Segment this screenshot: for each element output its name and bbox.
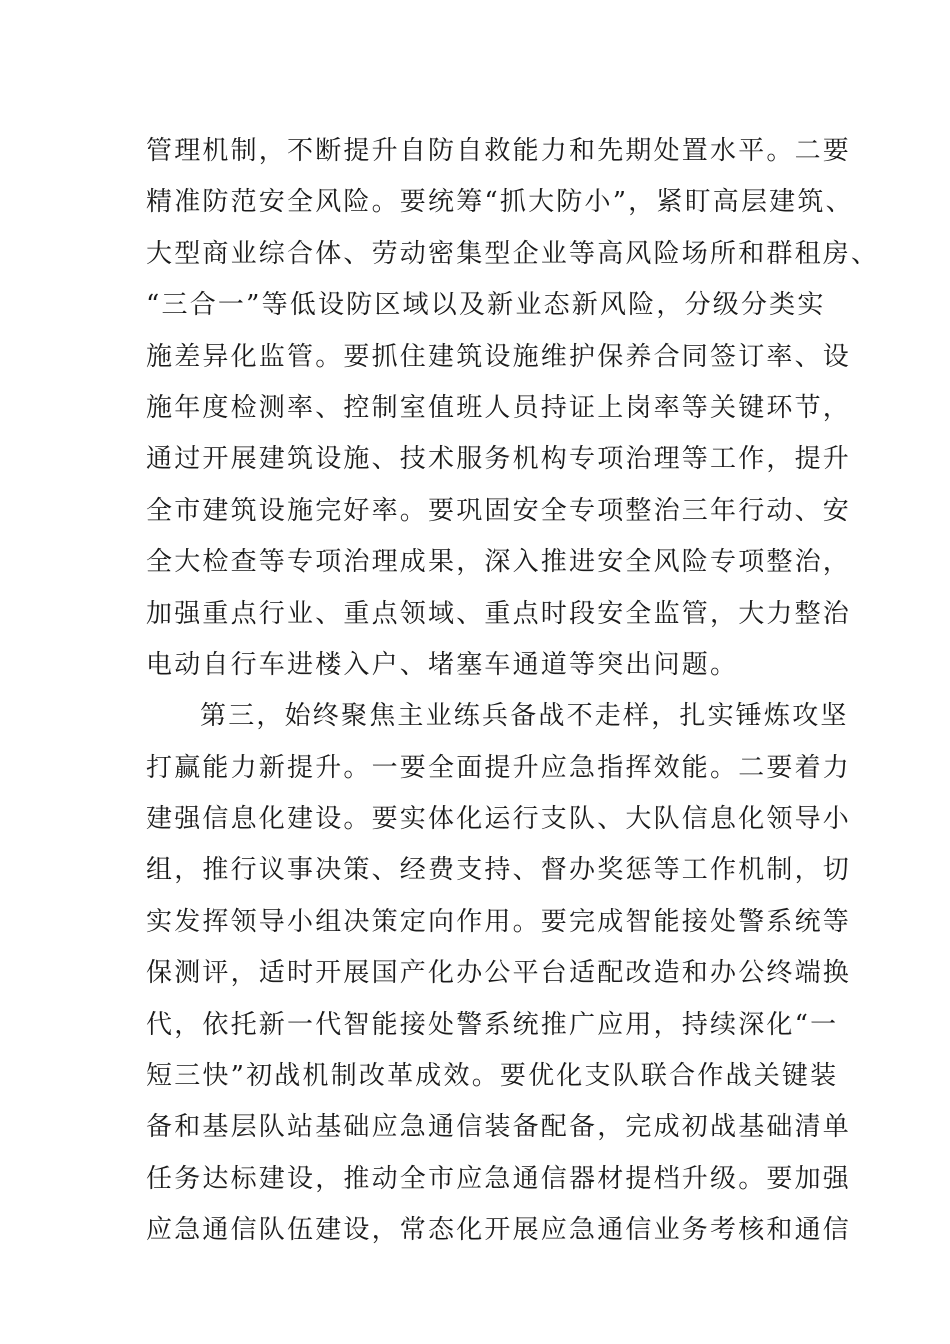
text-line: 精准防范安全风险。要统筹“抓大防小”，紧盯高层建筑、	[146, 187, 854, 218]
text-line: 建强信息化建设。要实体化运行支队、大队信息化领导小	[146, 804, 852, 835]
text-line: 代，依托新一代智能接处警系统推广应用，持续深化“一	[146, 1009, 839, 1040]
body-text	[146, 131, 880, 1262]
text-line: 备和基层队站基础应急通信装备配备，完成初战基础清单	[146, 1112, 852, 1143]
text-line: 组，推行议事决策、经费支持、督办奖惩等工作机制，切	[146, 855, 852, 886]
text-line: 应急通信队伍建设，常态化开展应急通信业务考核和通信	[146, 1215, 852, 1246]
text-line: “三合一”等低设防区域以及新业态新风险，分级分类实	[146, 290, 826, 321]
text-line: 任务达标建设，推动全市应急通信器材提档升级。要加强	[146, 1163, 852, 1194]
text-line: 施差异化监管。要抓住建筑设施维护保养合同签订率、设	[146, 341, 852, 372]
text-line: 实发挥领导小组决策定向作用。要完成智能接处警系统等	[146, 906, 852, 937]
text-line: 全大检查等专项治理成果，深入推进安全风险专项整治，	[146, 547, 852, 578]
text-line: 短三快”初战机制改革成效。要优化支队联合作战关键装	[146, 1061, 839, 1092]
text-line: 保测评，适时开展国产化办公平台适配改造和办公终端换	[146, 958, 852, 989]
text-line: 加强重点行业、重点领域、重点时段安全监管，大力整治	[146, 598, 852, 629]
text-line: 全市建筑设施完好率。要巩固安全专项整治三年行动、安	[146, 495, 852, 526]
text-line: 施年度检测率、控制室值班人员持证上岗率等关键环节，	[146, 392, 852, 423]
paragraph-start-line: 第三，始终聚焦主业练兵备战不走样，扎实锤炼攻坚	[200, 701, 849, 732]
text-line: 大型商业综合体、劳动密集型企业等高风险场所和群租房、	[146, 238, 880, 269]
text-line: 打赢能力新提升。一要全面提升应急指挥效能。二要着力	[146, 752, 852, 783]
text-line: 电动自行车进楼入户、堵塞车通道等突出问题。	[146, 649, 739, 680]
text-line: 通过开展建筑设施、技术服务机构专项治理等工作，提升	[146, 444, 852, 475]
text-line: 管理机制，不断提升自防自救能力和先期处置水平。二要	[146, 136, 852, 166]
